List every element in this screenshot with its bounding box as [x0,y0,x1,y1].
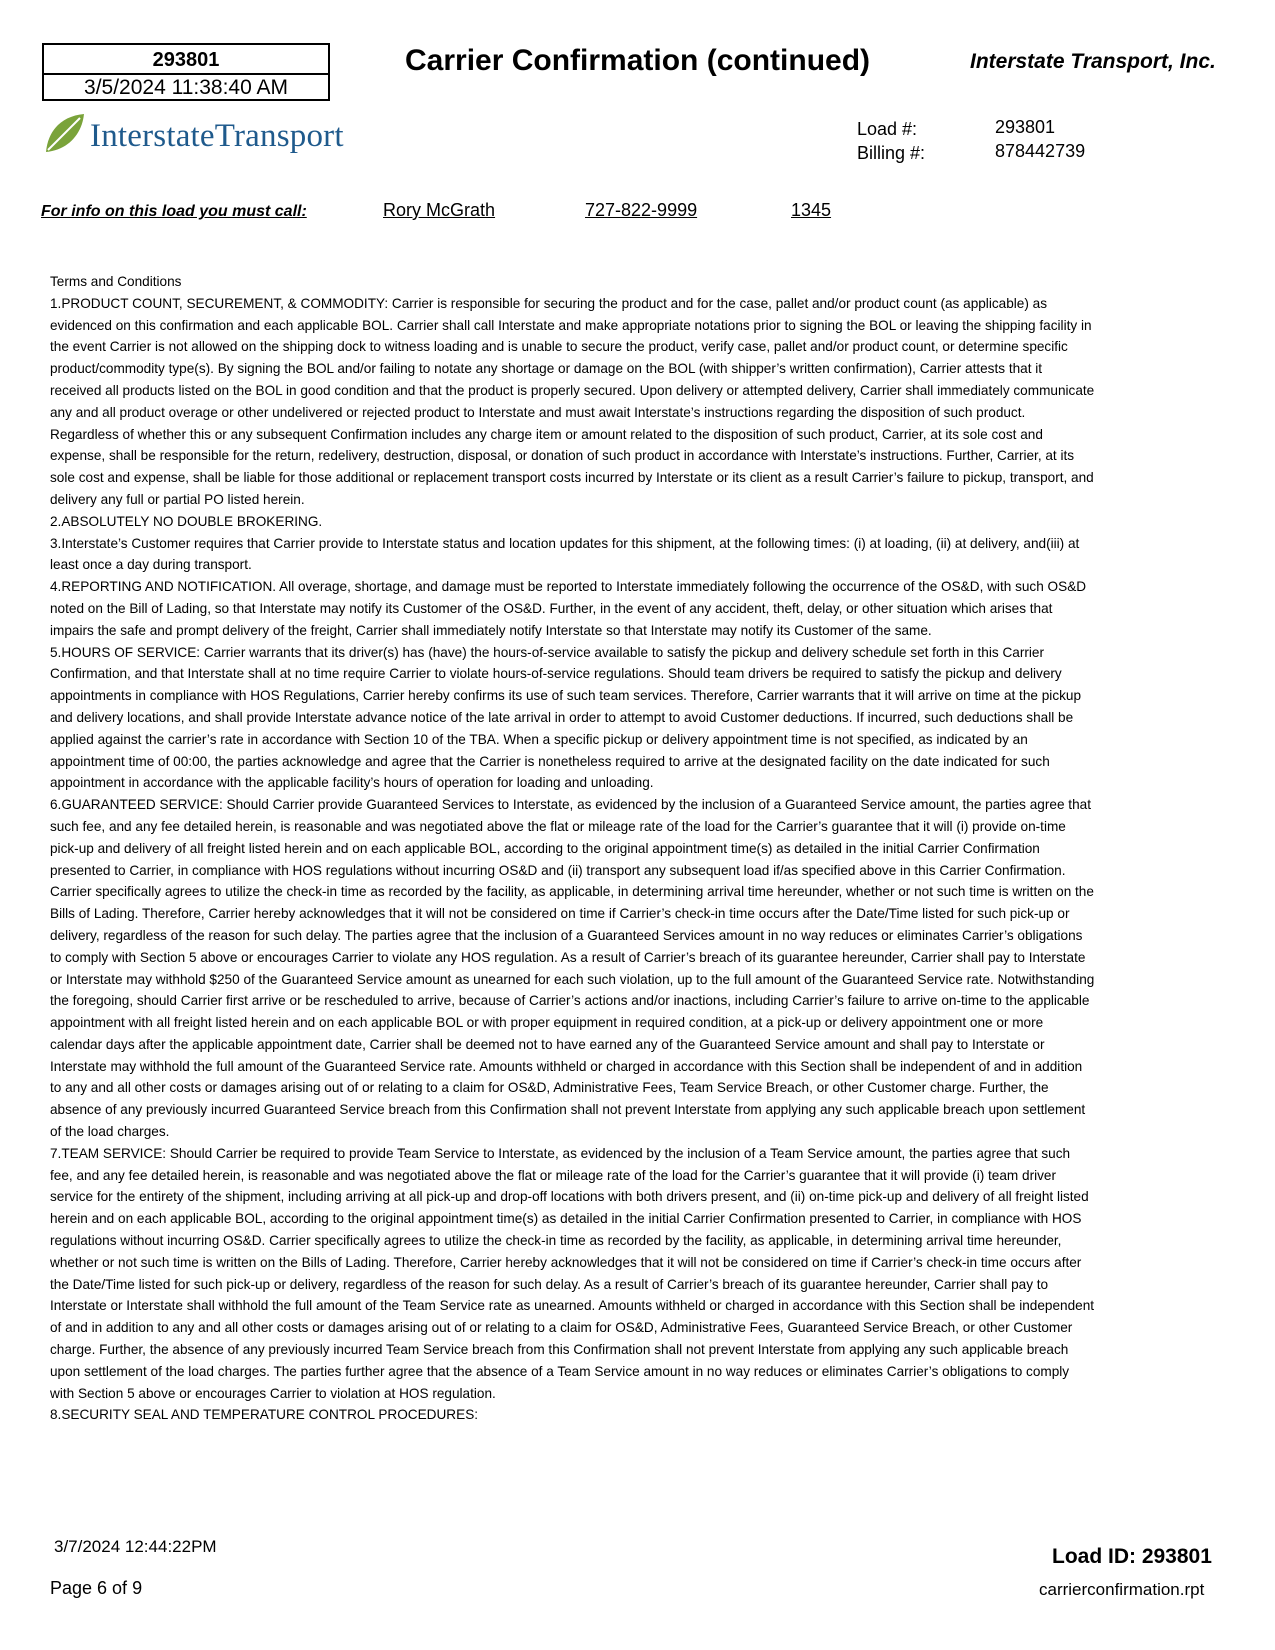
company-logo [42,110,372,160]
contact-name[interactable]: Rory McGrath [383,200,496,220]
print-timestamp: 3/5/2024 11:38:40 AM [84,76,288,99]
terms-section-7: 7.TEAM SERVICE: Should Carrier be required to provide Team Service to Interstate, as evidenced by the inclusion of a Team Service amount, the parties agree that such fee, and any fee detailed herein, is reasonable and was negotiated above the flat or mileage rate of the load for the Carrier’s guarantee that it will provide (i) team driver service for the entirety of the shipment, including arriving at all pick-up and drop-off locations with both drivers present, and (ii) on-time pick-up and delivery of all freight listed herein and on each applicable BOL, according to the original appointment time(s) as detailed in the initial Carrier Confirmation presented to Carrier, in compliance with HOS regulations without incurring OS&D. Carrier specifically agrees to utilize the check-in time as recorded by the facility, as applicable, in determining arrival time hereunder, whether or not such time is written on the Bills of Lading. Therefore, Carrier hereby acknowledges that it will not be considered on time if Carrier’s check-in time occurs after the Date/Time listed for such pick-up or delivery, regardless of the reason for such delay. As a result of Carrier’s breach of its guarantee hereunder, Carrier shall pay to Interstate or Interstate shall withhold the full amount of the Team Service rate as unearned. Amounts withheld or charged in accordance with this Section shall be independent of and in addition to any and all other costs or damages arising out of or relating to a claim for OS&D, Administrative Fees, Guaranteed Service Breach, or other Customer charge. Further, the absence of any previously incurred Team Service breach from this Confirmation shall not prevent Interstate from applying any such applicable breach upon settlement of the load charges. The parties further agree that the absence of a Team Service amount in no way reduces or eliminates Carrier’s obligations to comply with Section 5 above or encourages Carrier to violation at HOS regulation. [50,1145,1095,1401]
terms-section-3: 3.Interstate’s Customer requires that Carrier provide to Interstate status and location updates for this shipment, at the following times: (i) at loading, (ii) at delivery, and(iii) at least once a day during transport. [50,535,1080,573]
page-number: Page 6 of 9 [50,1578,143,1598]
footer-load-id: Load ID: 293801 [1052,1545,1212,1568]
contact-label: For info on this load you must call: [41,203,307,220]
load-number-value: 293801 [995,117,1056,137]
load-number-box: 293801 [44,45,328,75]
terms-heading: Terms and Conditions [50,274,182,289]
load-number-label: Load #: [857,119,918,139]
contact-phone[interactable]: 727-822-9999 [585,200,698,220]
page-title: Carrier Confirmation (continued) [405,44,871,77]
billing-number-label: Billing #: [857,143,926,163]
terms-section-8: 8.SECURITY SEAL AND TEMPERATURE CONTROL PROCEDURES: [50,1407,479,1423]
load-id-box [42,43,330,101]
company-name: Interstate Transport, Inc. [970,50,1216,73]
terms-and-conditions [50,271,1095,1426]
leaf-icon [42,112,86,156]
logo-text: InterstateTransport [90,118,344,154]
report-filename: carrierconfirmation.rpt [1039,1580,1205,1599]
footer-timestamp: 3/7/2024 12:44:22PM [54,1537,217,1556]
billing-number-value: 878442739 [995,141,1086,161]
contact-extension[interactable]: 1345 [791,200,832,220]
terms-section-1: 1.PRODUCT COUNT, SECUREMENT, & COMMODITY: Carrier is responsible for securing the product and for the case, pallet and/or product count (as applicable) as evidenced on this confirmation and each applicable BOL. Carrier shall call Interstate and make appropriate notations prior to signing the BOL or leaving the shipping facility in the event Carrier is not allowed on the shipping dock to witness loading and is unable to secure the product, verify case, pallet and/or product count, or determine specific product/commodity type(s). By signing the BOL and/or failing to notate any shortage or damage on the BOL (with shipper’s written confirmation), Carrier attests that it received all products listed on the BOL in good condition and that the product is properly secured. Upon delivery or attempted delivery, Carrier shall immediately communicate any and all product overage or other undelivered or rejected product to Interstate and must await Interstate’s instructions regarding the disposition of such product. Regardless of whether this or any subsequent Confirmation includes any charge item or amount related to the disposition of such product, Carrier, at its sole cost and expense, shall be responsible for the return, redelivery, destruction, disposal, or donation of such product in accordance with Interstate’s instructions. Further, Carrier, at its sole cost and expense, shall be liable for those additional or replacement transport costs incurred by Interstate or its client as a result Carrier’s failure to pickup, transport, and delivery any full or partial PO listed herein. [50,295,1095,507]
terms-section-5: 5.HOURS OF SERVICE: Carrier warrants that its driver(s) has (have) the hours-of-service available to satisfy the pickup and delivery schedule set forth in this Carrier Confirmation, and that Interstate shall at no time require Carrier to violate hours-of-service regulations. Should team drivers be required to satisfy the pickup and delivery appointments in compliance with HOS Regulations, Carrier hereby confirms its use of such team services. Therefore, Carrier warrants that it will arrive on time at the pickup and delivery locations, and shall provide Interstate advance notice of the late arrival in order to attempt to avoid Customer deductions. If incurred, such deductions shall be applied against the carrier’s rate in accordance with Section 10 of the TBA. When a specific pickup or delivery appointment time is not specified, as indicated by an appointment time of 00:00, the parties acknowledge and agree that the Carrier is nonetheless required to arrive at the designated facility on the date indicated for such appointment in accordance with the applicable facility’s hours of operation for loading and unloading. [50,644,1082,791]
terms-section-2: 2.ABSOLUTELY NO DOUBLE BROKERING. [50,513,323,529]
terms-section-6: 6.GUARANTEED SERVICE: Should Carrier provide Guaranteed Services to Interstate, as evidenced by the inclusion of a Guaranteed Service amount, the parties agree that such fee, and any fee detailed herein, is reasonable and was negotiated above the flat or mileage rate of the load for the Carrier’s guarantee that it will (i) provide on-time pick-up and delivery of all freight listed herein and on each applicable BOL, according to the original appointment time(s) as detailed in the initial Carrier Confirmation presented to Carrier, in compliance with HOS regulations without incurring OS&D and (ii) transport any subsequent load if/as specified above in this Carrier Confirmation. Carrier specifically agrees to utilize the check-in time as recorded by the facility, as applicable, in determining arrival time hereunder, whether or not such time is written on the Bills of Lading. Therefore, Carrier hereby acknowledges that it will not be considered on time if Carrier’s check-in time occurs after the Date/Time listed for such pick-up or delivery, regardless of the reason for such delay. The parties agree that the inclusion of a Guaranteed Services amount in no way reduces or eliminates Carrier’s obligations to comply with Section 5 above or encourages Carrier to violate any HOS regulation. As a result of Carrier’s breach of its guarantee hereunder, Carrier shall pay to Interstate or Interstate may withhold $250 of the Guaranteed Service amount as unearned for each such violation, up to the full amount of the Guaranteed Service rate. Notwithstanding the foregoing, should Carrier first arrive or be rescheduled to arrive, because of Carrier’s actions and/or inactions, including Carrier’s failure to arrive on-time to the applicable appointment with all freight listed herein and on each applicable BOL or with proper equipment in required condition, at a pick-up or delivery appointment one or more calendar days after the applicable appointment date, Carrier shall be deemed not to have earned any of the Guaranteed Service amount and shall pay to Interstate or Interstate may withhold the full amount of the Guaranteed Service rate. Amounts withheld or charged in accordance with this Section shall be independent of and in addition to any and all other costs or damages arising out of or relating to a claim for OS&D, Administrative Fees, Team Service Breach, or other Customer charge. Further, the absence of any previously incurred Guaranteed Service breach from this Confirmation shall not prevent Interstate from applying any such applicable breach upon settlement of the load charges. [50,797,1095,1140]
terms-section-4: 4.REPORTING AND NOTIFICATION. All overage, shortage, and damage must be reported to Interstate immediately following the occurrence of the OS&D, with such OS&D noted on the Bill of Lading, so that Interstate may notify its Customer of the OS&D. Further, in the event of any accident, theft, delay, or other situation which arises that impairs the safe and prompt delivery of the freight, Carrier shall immediately notify Interstate so that Interstate may notify its Customer of the same. [50,579,1087,638]
